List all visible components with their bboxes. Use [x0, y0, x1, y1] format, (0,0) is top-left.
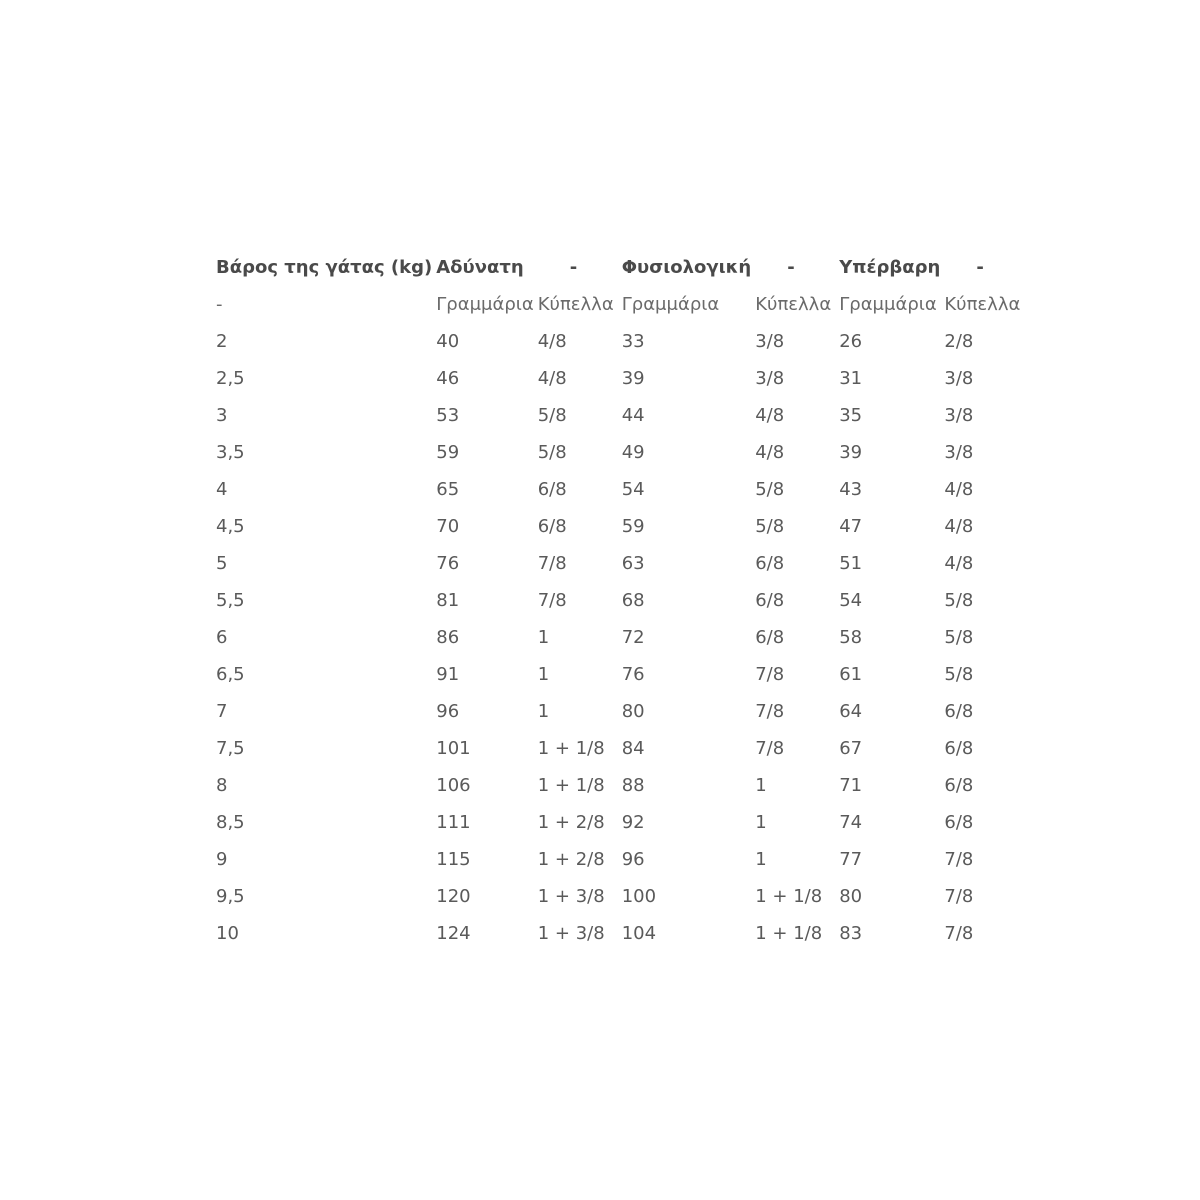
cell-normal-cups: 1: [755, 775, 767, 796]
cell-thin-cups: 1 + 2/8: [537, 812, 605, 833]
cell-thin-cups: 5/8: [537, 442, 567, 463]
cell-over-cups: 6/8: [944, 812, 974, 833]
table-row: [212, 915, 1030, 952]
header-over: Υπέρβαρη: [839, 257, 941, 278]
table-row: [212, 619, 1030, 656]
cell-over-cups: 3/8: [944, 442, 974, 463]
cell-normal-cups: 4/8: [755, 442, 785, 463]
cell-over-grams: 54: [839, 590, 863, 611]
cell-normal-grams: 72: [621, 627, 645, 648]
cell-weight: 2,5: [216, 368, 245, 389]
cell-thin-cups: 7/8: [537, 590, 567, 611]
cell-thin-cups: 7/8: [537, 553, 567, 574]
cell-weight: 2: [216, 331, 228, 352]
cell-thin-grams: 101: [436, 738, 471, 759]
cell-weight: 4,5: [216, 516, 245, 537]
cell-thin-grams: 96: [436, 701, 460, 722]
cell-over-grams: 43: [839, 479, 863, 500]
header-normal-dash: -: [787, 257, 795, 278]
cell-weight: 5: [216, 553, 228, 574]
cell-over-grams: 58: [839, 627, 863, 648]
cell-normal-cups: 5/8: [755, 516, 785, 537]
cell-over-cups: 7/8: [944, 849, 974, 870]
cell-over-cups: 2/8: [944, 331, 974, 352]
table-row: [212, 545, 1030, 582]
cell-over-grams: 74: [839, 812, 863, 833]
subheader-thin-cups: Κύπελλα: [537, 294, 614, 315]
cell-thin-cups: 1: [537, 664, 550, 685]
cell-normal-cups: 5/8: [755, 479, 785, 500]
cell-thin-grams: 111: [436, 812, 471, 833]
table-row: [212, 323, 1030, 360]
cell-thin-grams: 106: [436, 775, 471, 796]
cell-thin-grams: 91: [436, 664, 460, 685]
cell-normal-grams: 84: [621, 738, 645, 759]
cell-over-grams: 31: [839, 368, 863, 389]
cell-weight: 8,5: [216, 812, 245, 833]
cell-thin-cups: 1 + 1/8: [537, 775, 605, 796]
cell-normal-grams: 96: [621, 849, 645, 870]
cell-normal-cups: 1: [755, 849, 767, 870]
cell-normal-cups: 1 + 1/8: [755, 886, 823, 907]
cell-over-cups: 4/8: [944, 516, 974, 537]
cell-thin-cups: 1 + 3/8: [537, 886, 605, 907]
table-row: [212, 656, 1030, 693]
cell-over-grams: 26: [839, 331, 863, 352]
cell-normal-grams: 100: [621, 886, 657, 907]
cell-normal-cups: 3/8: [755, 331, 785, 352]
cell-over-grams: 83: [839, 923, 863, 944]
cell-thin-cups: 1 + 1/8: [537, 738, 605, 759]
subheader-over-cups: Κύπελλα: [944, 294, 1021, 315]
cell-thin-cups: 4/8: [537, 331, 567, 352]
table-row: [212, 804, 1030, 841]
cell-thin-grams: 86: [436, 627, 460, 648]
table-row: [212, 471, 1030, 508]
cell-normal-cups: 1 + 1/8: [755, 923, 823, 944]
cell-over-grams: 80: [839, 886, 863, 907]
cell-thin-cups: 1 + 3/8: [537, 923, 605, 944]
cell-thin-grams: 53: [436, 405, 460, 426]
table-row: [212, 841, 1030, 878]
cell-weight: 7: [216, 701, 228, 722]
cell-normal-cups: 6/8: [755, 553, 785, 574]
cell-over-grams: 51: [839, 553, 863, 574]
cell-normal-grams: 88: [621, 775, 645, 796]
cell-over-cups: 3/8: [944, 405, 974, 426]
subheader-normal-grams: Γραμμάρια: [621, 294, 720, 315]
cell-over-grams: 67: [839, 738, 863, 759]
subheader-weight: -: [216, 294, 223, 315]
cell-over-grams: 47: [839, 516, 863, 537]
cell-over-grams: 35: [839, 405, 863, 426]
subheader-over-grams: Γραμμάρια: [839, 294, 937, 315]
cell-thin-grams: 120: [436, 886, 471, 907]
cell-thin-grams: 70: [436, 516, 460, 537]
cell-over-cups: 5/8: [944, 664, 974, 685]
cell-normal-grams: 76: [621, 664, 645, 685]
cell-over-cups: 4/8: [944, 479, 974, 500]
cell-normal-grams: 92: [621, 812, 645, 833]
cell-thin-grams: 40: [436, 331, 460, 352]
cell-over-grams: 39: [839, 442, 863, 463]
cell-over-cups: 3/8: [944, 368, 974, 389]
header-thin-dash: -: [569, 257, 578, 278]
table-row: [212, 878, 1030, 915]
cell-thin-grams: 115: [436, 849, 471, 870]
cell-weight: 4: [216, 479, 228, 500]
cell-thin-grams: 124: [436, 923, 471, 944]
cell-weight: 3,5: [216, 442, 245, 463]
cell-weight: 7,5: [216, 738, 245, 759]
cell-normal-cups: 1: [755, 812, 767, 833]
cell-over-grams: 77: [839, 849, 863, 870]
table-row: [212, 767, 1030, 804]
cell-normal-cups: 6/8: [755, 627, 785, 648]
table-row: [212, 360, 1030, 397]
header-weight: Βάρος της γάτας (kg): [216, 257, 433, 278]
cell-weight: 3: [216, 405, 228, 426]
cell-thin-cups: 6/8: [537, 479, 567, 500]
cell-over-cups: 6/8: [944, 701, 974, 722]
table-row: [212, 730, 1030, 767]
subheader-normal-cups: Κύπελλα: [755, 294, 832, 315]
cell-thin-cups: 1 + 2/8: [537, 849, 605, 870]
cell-normal-cups: 3/8: [755, 368, 785, 389]
cell-over-grams: 64: [839, 701, 863, 722]
cell-normal-cups: 7/8: [755, 664, 785, 685]
table-row: [212, 693, 1030, 730]
cell-normal-grams: 63: [621, 553, 645, 574]
cell-thin-cups: 4/8: [537, 368, 567, 389]
table-header-row: [212, 249, 1030, 286]
cell-normal-cups: 7/8: [755, 701, 785, 722]
cell-thin-grams: 81: [436, 590, 460, 611]
cell-over-cups: 6/8: [944, 738, 974, 759]
cell-normal-cups: 6/8: [755, 590, 785, 611]
cell-normal-grams: 44: [621, 405, 645, 426]
cell-thin-cups: 1: [537, 701, 550, 722]
cell-normal-grams: 54: [621, 479, 645, 500]
cell-over-cups: 5/8: [944, 627, 974, 648]
cell-over-cups: 6/8: [944, 775, 974, 796]
cell-normal-cups: 7/8: [755, 738, 785, 759]
table-subheader-row: [212, 286, 1030, 323]
cell-normal-grams: 80: [621, 701, 645, 722]
cell-normal-grams: 49: [621, 442, 645, 463]
cell-thin-grams: 76: [436, 553, 460, 574]
cell-normal-cups: 4/8: [755, 405, 785, 426]
cell-over-cups: 4/8: [944, 553, 974, 574]
cell-over-cups: 7/8: [944, 923, 974, 944]
table-row: [212, 508, 1030, 545]
cell-over-grams: 71: [839, 775, 863, 796]
cell-over-grams: 61: [839, 664, 863, 685]
cell-thin-grams: 46: [436, 368, 460, 389]
table-row: [212, 434, 1030, 471]
cell-weight: 10: [216, 923, 239, 944]
cell-over-cups: 5/8: [944, 590, 974, 611]
cell-normal-grams: 39: [621, 368, 645, 389]
cell-weight: 8: [216, 775, 228, 796]
header-over-dash: -: [976, 257, 984, 278]
header-normal: Φυσιολογική: [621, 257, 752, 278]
cell-weight: 5,5: [216, 590, 245, 611]
cell-thin-cups: 1: [537, 627, 550, 648]
cell-normal-grams: 68: [621, 590, 645, 611]
cell-normal-grams: 59: [621, 516, 645, 537]
cell-over-cups: 7/8: [944, 886, 974, 907]
cell-weight: 9,5: [216, 886, 245, 907]
table-row: [212, 397, 1030, 434]
cell-normal-grams: 104: [621, 923, 657, 944]
cell-weight: 9: [216, 849, 228, 870]
cell-thin-cups: 5/8: [537, 405, 567, 426]
cell-weight: 6: [216, 627, 228, 648]
feeding-table: [212, 249, 1030, 952]
cell-thin-grams: 65: [436, 479, 460, 500]
header-thin: Αδύνατη: [436, 257, 524, 278]
subheader-thin-grams: Γραμμάρια: [436, 294, 534, 315]
cell-normal-grams: 33: [621, 331, 645, 352]
cell-thin-cups: 6/8: [537, 516, 567, 537]
cell-thin-grams: 59: [436, 442, 460, 463]
table-row: [212, 582, 1030, 619]
cell-weight: 6,5: [216, 664, 245, 685]
